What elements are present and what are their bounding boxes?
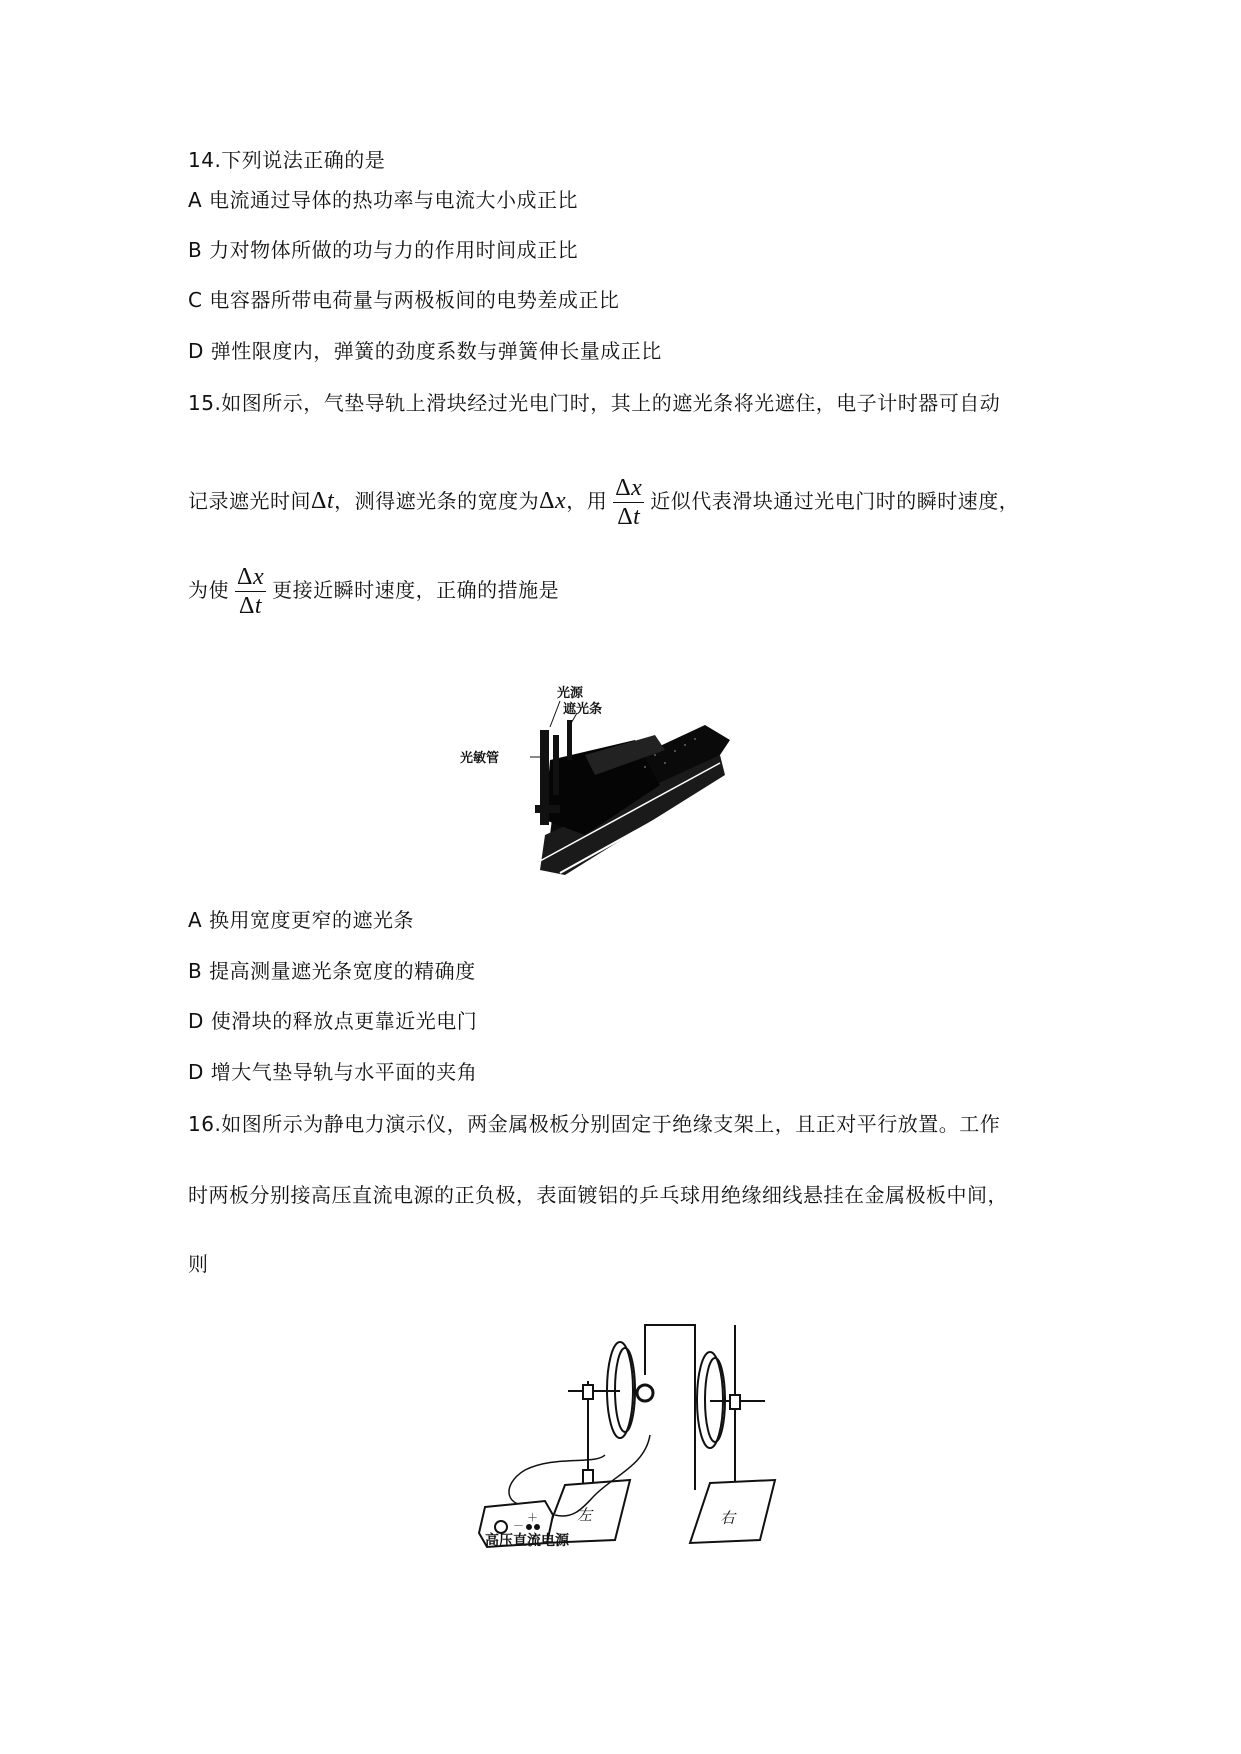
q16-line1: 16.如图所示为静电力演示仪，两金属极板分别固定于绝缘支架上，且正对平行放置。工作 [188,1112,1001,1136]
label-plus: ＋ [527,1511,538,1524]
q14-option-b: B 力对物体所做的功与力的作用时间成正比 [188,238,579,262]
label-shading-strip: 遮光条 [563,702,603,717]
q16-line3: 则 [188,1252,209,1276]
q15-option-a: A 换用宽度更窄的遮光条 [188,908,415,932]
q15-line3-text-b: 更接近瞬时速度，正确的措施是 [272,578,560,602]
q15-line3 [188,563,559,620]
label-left: 左 [577,1506,593,1524]
q15-line2 [188,474,1019,531]
q15-delta-t: Δt [311,488,335,514]
q16-line2: 时两板分别接高压直流电源的正负极，表面镀铝的乒乓球用绝缘细线悬挂在金属极板中间， [188,1183,1008,1207]
q15-option-b: B 提高测量遮光条宽度的精确度 [188,959,476,983]
q14-option-c: C 电容器所带电荷量与两极板间的电势差成正比 [188,288,620,312]
air-track-photogate-figure [460,685,735,885]
q14-stem: 14.下列说法正确的是 [188,148,386,172]
q15-line2-text-b: ，测得遮光条的宽度为 [334,489,540,513]
label-light-source: 光源 [557,686,584,701]
q15-line2-text-a: 记录遮光时间 [188,489,311,513]
q15-line2-text-d: 近似代表滑块通过光电门时的瞬时速度， [650,489,1020,513]
q15-fraction-2: $\frac{\Delta x}{\Delta t}$ [237,564,265,619]
q15-line3-text-a: 为使 [188,578,229,602]
q15-line1: 15.如图所示，气垫导轨上滑块经过光电门时，其上的遮光条将光遮住，电子计时器可自动 [188,391,1001,415]
q15-delta-x: Δx [539,488,567,514]
label-power-supply: 高压直流电源 [485,1533,569,1549]
q15-option-c: D 使滑块的释放点更靠近光电门 [188,1009,478,1033]
q15-fraction-1: $\frac{\Delta x}{\Delta t}$ [615,475,643,530]
electrostatic-demonstrator-figure [465,1315,785,1555]
q14-option-d: D 弹性限度内，弹簧的劲度系数与弹簧伸长量成正比 [188,339,662,363]
q14-option-a: A 电流通过导体的热功率与电流大小成正比 [188,188,579,212]
q15-line2-text-c: ，用 [566,489,608,513]
shading-strip [567,720,572,760]
q15-option-d: D 增大气垫导轨与水平面的夹角 [188,1060,478,1084]
label-photo-tube: 光敏管 [460,751,500,766]
label-right: 右 [720,1509,736,1527]
ping-pong-ball [637,1385,653,1401]
label-minus: － [513,1519,524,1532]
